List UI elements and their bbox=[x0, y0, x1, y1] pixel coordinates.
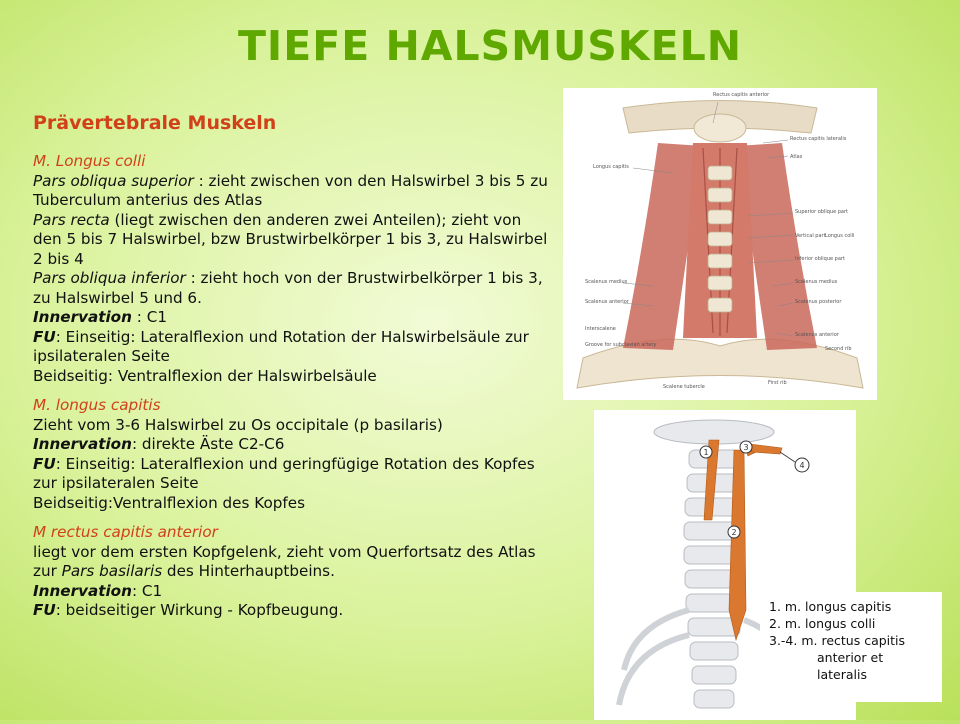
rectus-text-post: des Hinterhauptbeins. bbox=[162, 562, 335, 580]
rectus-text-pre: liegt vor dem ersten Kopfgelenk, zieht vom Querfortsatz des Atlas zur bbox=[33, 542, 536, 580]
pars-recta-label: Pars recta bbox=[33, 210, 110, 229]
label-scalene-tubercle: Scalene tubercle bbox=[663, 384, 705, 390]
longus-colli-heading: M. Longus colli bbox=[33, 152, 146, 170]
caption-line-2: 2. m. longus colli bbox=[769, 616, 876, 631]
text-body bbox=[33, 152, 553, 621]
label-inferior-oblique: Inferior oblique part bbox=[795, 256, 845, 262]
fu-text: : beidseitiger Wirkung - Kopfbeugung. bbox=[55, 601, 344, 619]
fu-label: FU bbox=[33, 327, 56, 346]
innervation-label: Innervation bbox=[33, 308, 132, 326]
innervation-text: : direkte Äste C2-C6 bbox=[131, 435, 285, 453]
label-groove-subclavian: Groove for subclavian artery bbox=[585, 342, 657, 348]
anatomy-drawing bbox=[563, 88, 877, 400]
innervation-text: : C1 bbox=[131, 581, 163, 600]
fu-text: : Einseitig: Lateralflexion und geringfügige Rotation des Kopfes zur ipsilateralen Seite bbox=[33, 454, 535, 492]
label-scalenus-medius-left: Scalenus medius bbox=[585, 279, 628, 285]
label-longus-capitis: Longus capitis bbox=[593, 164, 629, 170]
label-second-rib: Second rib bbox=[825, 346, 852, 352]
marker-2: 2 bbox=[731, 528, 737, 537]
label-first-rib: First rib bbox=[768, 380, 787, 386]
label-rectus-capitis-anterior: Rectus capitis anterior bbox=[713, 92, 770, 98]
longus-capitis-heading: M. longus capitis bbox=[33, 396, 161, 414]
page-title: TIEFE HALSMUSKELN bbox=[237, 22, 743, 70]
label-rectus-capitis-lateralis: Rectus capitis lateralis bbox=[790, 136, 847, 142]
rectus-capitis-anterior-heading: M rectus capitis anterior bbox=[33, 523, 218, 541]
label-interscalene: Interscalene bbox=[585, 326, 616, 332]
pars-recta-text: (liegt zwischen den anderen zwei Anteilen); zieht von den 5 bis 7 Halswirbel, bzw Brustwirbelkörper 1 bis 3, zu Halswirbel 2 bis 4 bbox=[33, 210, 548, 268]
marker-1: 1 bbox=[703, 448, 709, 457]
label-vertical-part: Vertical part bbox=[795, 233, 826, 239]
longus-capitis-body bbox=[33, 416, 553, 514]
pars-basilaris-label: Pars basilaris bbox=[61, 562, 163, 580]
label-scalenus-posterior-right: Scalenus posterior bbox=[795, 299, 842, 305]
innervation-label: Innervation bbox=[33, 581, 132, 600]
caption-line-3: 3.-4. m. rectus capitis bbox=[769, 633, 906, 648]
anatomy-illustration-prevertebral bbox=[563, 88, 877, 400]
fu-label: FU bbox=[33, 454, 56, 473]
fu-text: : Einseitig: Lateralflexion und Rotation der Halswirbelsäule zur ipsilateralen Seite bbox=[33, 327, 529, 365]
label-longus-colli: Longus colli bbox=[825, 233, 855, 239]
bilateral-text: Beidseitig:Ventralflexion des Kopfes bbox=[33, 493, 305, 512]
caption-line-5: lateralis bbox=[817, 667, 867, 682]
longus-colli-body bbox=[33, 172, 553, 387]
label-scalenus-medius-right: Scalenus medius bbox=[795, 279, 838, 285]
caption-line-4: anterior et bbox=[817, 650, 884, 665]
label-scalenus-anterior-right: Scalenus anterior bbox=[795, 332, 839, 338]
label-superior-oblique: Superior oblique part bbox=[795, 209, 849, 215]
pars-obliqua-inferior-label: Pars obliqua inferior bbox=[33, 269, 186, 287]
pars-obliqua-superior-text: : zieht zwischen von den Halswirbel 3 bis 5 zu Tuberculum anterius des Atlas bbox=[33, 171, 548, 209]
bilateral-text: Beidseitig: Ventralflexion der Halswirbelsäule bbox=[33, 366, 377, 385]
figure-caption bbox=[760, 592, 942, 702]
section-title: Prävertebrale Muskeln bbox=[33, 112, 277, 134]
innervation-label: Innervation bbox=[33, 435, 132, 453]
rectus-capitis-anterior-body bbox=[33, 543, 553, 621]
longus-capitis-origin: Zieht vom 3-6 Halswirbel zu Os occipitale (p basilaris) bbox=[33, 415, 443, 434]
marker-4: 4 bbox=[799, 461, 805, 470]
pars-obliqua-superior-label: Pars obliqua superior bbox=[33, 171, 194, 190]
innervation-text: : C1 bbox=[131, 308, 167, 326]
pars-obliqua-inferior-text: : zieht hoch von der Brustwirbelkörper 1 bis 3, zu Halswirbel 5 und 6. bbox=[33, 269, 543, 307]
label-scalenus-anterior-left: Scalenus anterior bbox=[585, 299, 629, 305]
label-atlas: Atlas bbox=[790, 154, 803, 160]
marker-3: 3 bbox=[743, 443, 749, 452]
fu-label: FU bbox=[33, 601, 56, 619]
caption-line-1: 1. m. longus capitis bbox=[769, 599, 892, 614]
